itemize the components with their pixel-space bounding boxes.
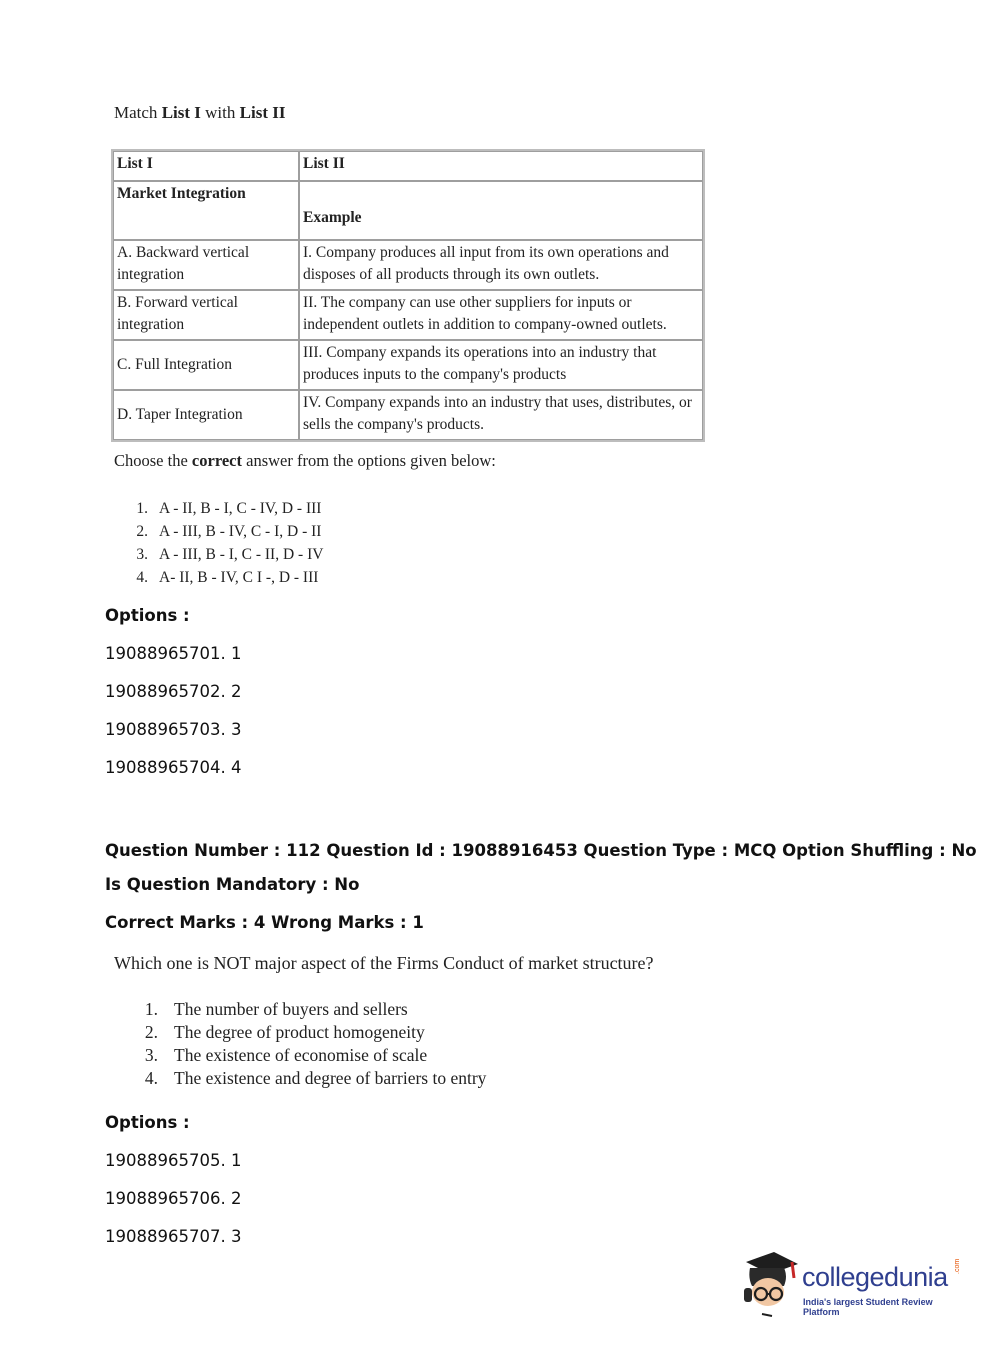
choose-suffix: answer from the options given below: [242, 451, 496, 470]
q112-meta-line-1: Question Number : 112 Question Id : 19088916453 Question Type : MCQ Option Shuffling : No [105, 841, 977, 860]
header-list-2: List II [299, 151, 703, 181]
q112-meta-line-2: Is Question Mandatory : No [105, 875, 360, 894]
choose-bold: correct [191, 451, 242, 470]
choice-number: 2. [136, 523, 148, 540]
row-a-right: I. Company produces all input from its own operations and disposes of all products through its own outlets. [299, 240, 703, 290]
choice-text: A - III, B - I, C - II, D - IV [159, 546, 324, 563]
q111-option-3: 19088965703. 3 [105, 720, 242, 739]
title-prefix: Match [114, 103, 162, 122]
choice-number: 1. [144, 999, 158, 1019]
choose-prefix: Choose the [114, 451, 192, 470]
list-item [142, 998, 486, 1021]
logo-tagline: India's largest Student Review Platform [803, 1297, 933, 1317]
row-a-left: A. Backward vertical integration [113, 240, 299, 290]
table-subheader-row [113, 181, 703, 240]
table-row [113, 240, 703, 290]
choice-text: The number of buyers and sellers [174, 999, 408, 1019]
row-d-right: IV. Company expands into an industry that uses, distributes, or sells the company's products. [299, 390, 703, 440]
list-item [142, 1044, 486, 1067]
table-row [113, 390, 703, 440]
list-item [136, 520, 323, 543]
row-b-right: II. The company can use other suppliers for inputs or independent outlets in addition to company-owned outlets. [299, 290, 703, 340]
choice-text: The existence of economise of scale [174, 1045, 428, 1065]
logo-suffix: .com [954, 1258, 961, 1274]
q112-meta-line-3: Correct Marks : 4 Wrong Marks : 1 [105, 913, 424, 932]
row-b-left: B. Forward vertical integration [113, 290, 299, 340]
q112-question-text: Which one is NOT major aspect of the Firms Conduct of market structure? [114, 953, 654, 973]
choice-number: 4. [144, 1068, 158, 1088]
list-item [136, 566, 323, 589]
q111-option-1: 19088965701. 1 [105, 644, 242, 663]
choose-instruction [114, 451, 496, 471]
table-row [113, 290, 703, 340]
row-d-left: D. Taper Integration [113, 390, 299, 440]
row-c-right: III. Company expands its operations into an industry that produces inputs to the company's products [299, 340, 703, 390]
q112-options-label: Options : [105, 1113, 190, 1132]
header-list-1: List I [113, 151, 299, 181]
match-table [111, 149, 705, 442]
choice-text: A - III, B - IV, C - I, D - II [159, 523, 322, 540]
mascot-icon [740, 1248, 800, 1318]
choice-text: A- II, B - IV, C I -, D - III [159, 569, 319, 586]
choice-text: The existence and degree of barriers to entry [174, 1068, 487, 1088]
choice-number: 3. [136, 546, 148, 563]
table-row [113, 340, 703, 390]
row-c-left: C. Full Integration [113, 340, 299, 390]
collegedunia-logo [740, 1248, 970, 1320]
list-item [142, 1021, 486, 1044]
subheader-market-integration: Market Integration [113, 181, 299, 240]
subheader-example: Example [299, 181, 703, 240]
q112-option-3: 19088965707. 3 [105, 1227, 242, 1246]
list-item [142, 1067, 486, 1090]
list-item [136, 543, 323, 566]
title-list-1: List I [161, 103, 201, 122]
q111-option-4: 19088965704. 4 [105, 758, 242, 777]
title-with: with [200, 103, 240, 122]
match-instruction [114, 103, 285, 123]
choice-number: 4. [136, 569, 148, 586]
list-item [136, 497, 323, 520]
q111-option-2: 19088965702. 2 [105, 682, 242, 701]
logo-wordmark: collegedunia [802, 1262, 948, 1292]
q111-options-label: Options : [105, 606, 190, 625]
choice-text: A - II, B - I, C - IV, D - III [159, 500, 322, 517]
choice-number: 1. [136, 500, 148, 517]
choice-text: The degree of product homogeneity [174, 1022, 425, 1042]
q112-option-1: 19088965705. 1 [105, 1151, 242, 1170]
title-list-2: List II [239, 103, 286, 122]
q112-option-2: 19088965706. 2 [105, 1189, 242, 1208]
table-header-row [113, 151, 703, 181]
q111-choice-list [136, 497, 323, 589]
choice-number: 3. [144, 1045, 158, 1065]
q112-choice-list [142, 998, 486, 1090]
choice-number: 2. [144, 1022, 158, 1042]
